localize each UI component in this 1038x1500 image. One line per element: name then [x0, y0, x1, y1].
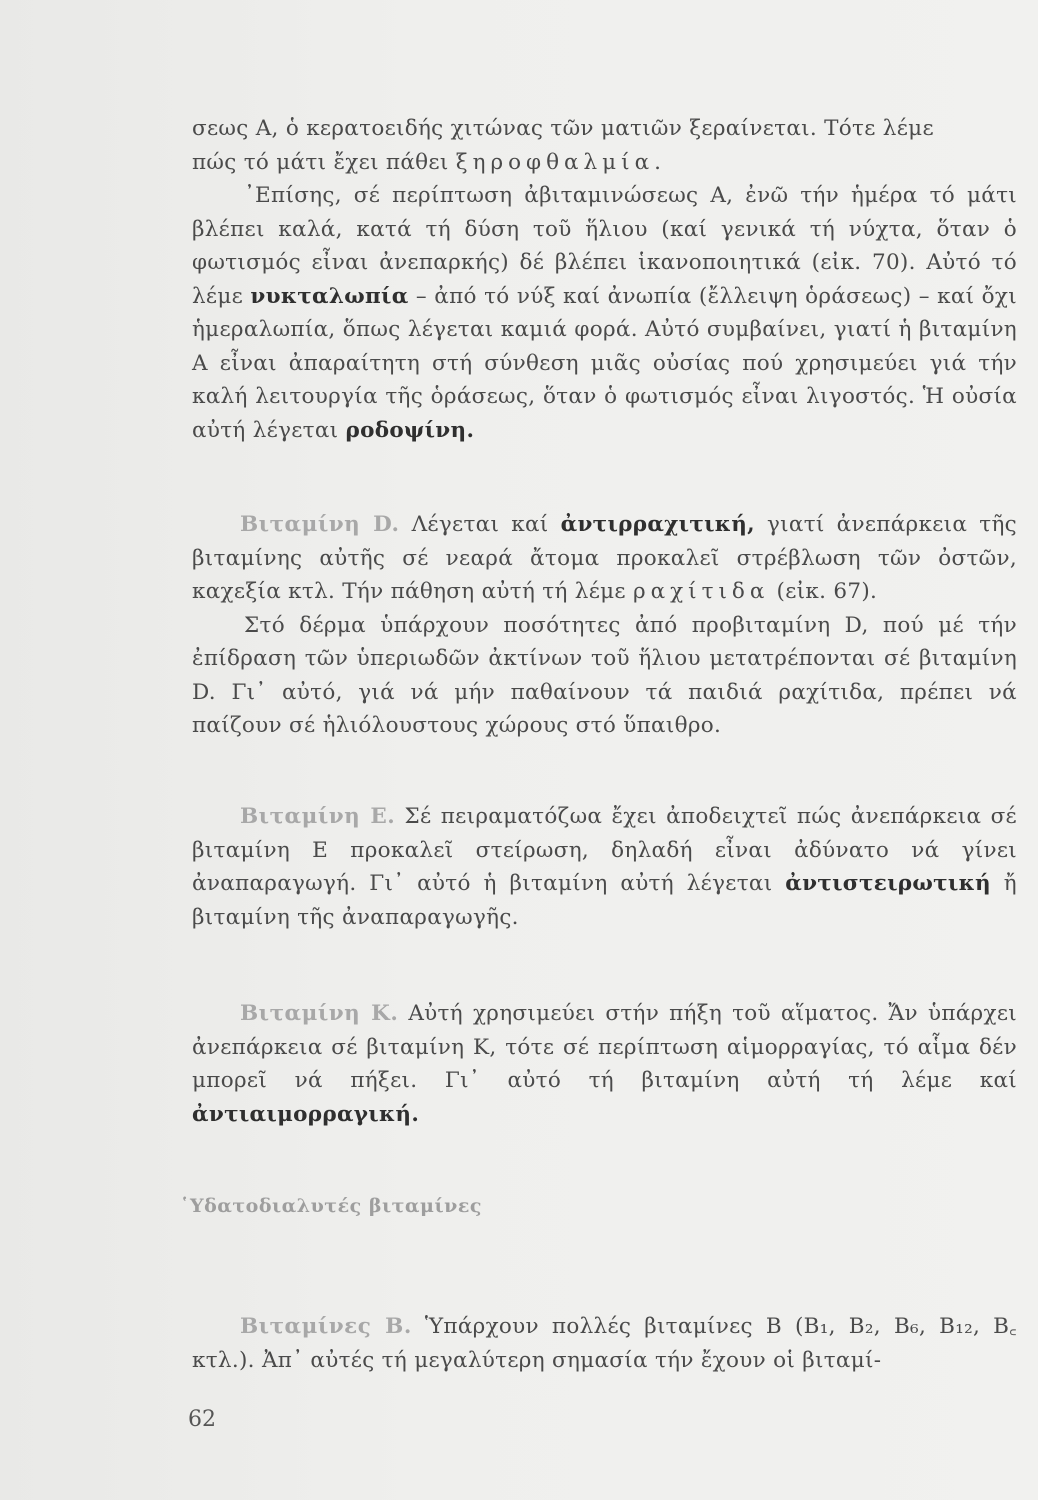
vitamin-d-skin: Στό δέρμα ὑπάρχουν ποσότητες ἀπό προβιταμίνη D, πού μέ τήν ἐπίδραση τῶν ὑπεριωδῶν ἀκτίνων τοῦ ἥλιου μετατρέπονται σέ βιταμίνη D. Γι᾿ αὐτό, γιά νά μήν παθαίνουν τά παιδιά ραχίτιδα, πρέπει νά παίζουν σέ ἡλιόλουστους χώρους στό ὕπαιθρο.	[192, 612, 1017, 738]
page-number: 62	[188, 1407, 216, 1432]
text-line: σεως Α, ὁ κερατοειδής χιτώνας τῶν ματιῶν ξεραίνεται. Τότε λέμε	[192, 116, 934, 141]
term-xerophthalmia: ξηροφθαλμία	[455, 149, 655, 175]
heading-vitamins-b: Βιταμίνες Β.	[240, 1314, 412, 1339]
text-segment: πώς τό μάτι ἔχει πάθει	[192, 149, 456, 175]
text-segment: Σέ πειραματόζωα ἔχει ἀποδειχτεῖ πώς ἀνεπάρκεια σέ βιταμίνη Ε προκαλεῖ στείρωση, δηλαδή εἶναι ἀδύνατο νά γίνει ἀναπαραγωγή. Γι᾿ αὐτό ἡ βιταμίνη αὐτή λέγεται	[192, 804, 1017, 896]
paragraph-vitamin-d	[192, 508, 1017, 743]
term-antihemorrhagic: ἀντιαιμορραγική.	[192, 1101, 420, 1127]
vitamins-b-text	[192, 1310, 1017, 1377]
text-segment: (εἰκ. 67).	[769, 579, 878, 604]
paragraph-vitamin-k	[192, 997, 1017, 1131]
text-segment: Ὑπάρχουν πολλές βιταμίνες Β (Β₁, Β₂, Β₆, Β₁₂, Β꜀ κτλ.). Ἀπ᾿ αὐτές τή μεγαλύτερη σημασία τήν ἔχουν οἱ βιταμί-	[192, 1314, 1018, 1373]
term-rickets: ραχίτιδα	[632, 579, 770, 604]
paragraph-vitamin-e	[192, 800, 1017, 934]
vitamin-e-text	[192, 800, 1017, 934]
section-title-water-soluble: ῾Υδατοδιαλυτές βιταμίνες	[180, 1195, 482, 1217]
vitamin-k-text	[192, 997, 1017, 1131]
term-nyctalopia: νυκταλωπία	[250, 283, 409, 309]
paragraph-vitamins-b	[192, 1310, 1017, 1377]
heading-vitamin-d: Βιταμίνη D.	[240, 512, 400, 537]
term-antisterility: ἀντιστειρωτική	[785, 871, 991, 896]
text-segment: .	[654, 149, 662, 175]
text-segment: Λέγεται καί	[399, 512, 561, 537]
text-segment: ἤ βιταμίνη τῆς ἀναπαραγωγῆς.	[192, 871, 1017, 930]
vitamin-d-intro	[192, 508, 1017, 609]
text-segment: Αὐτή χρησιμεύει στήν πήξη τοῦ αἵματος. Ἄν ὑπάρχει ἀνεπάρκεια σέ βιταμίνη Κ, τότε σέ περίπτωση αἱμορραγίας, τό αἷμα δέν μπορεῖ νά πήξει. Γι᾿ αὐτό τή βιταμίνη αὐτή τή λέμε καί	[192, 1001, 1017, 1093]
heading-vitamin-k: Βιταμίνη Κ.	[240, 1001, 399, 1026]
paragraph-vitamin-a	[192, 112, 1017, 447]
text-segment: γιατί ἀνεπάρκεια τῆς βιταμίνης αὐτῆς σέ νεαρά ἄτομα προκαλεῖ στρέβλωση τῶν ὀστῶν, καχεξία κτλ. Τήν πάθηση αὐτή τή λέμε	[192, 512, 1017, 604]
text-segment: ᾿Επίσης, σέ περίπτωση ἀβιταμινώσεως Α, ἐνῶ τήν ἡμέρα τό μάτι βλέπει καλά, κατά τή δύση τοῦ ἥλιου (καί γενικά τή νύχτα, ὅταν ὁ φωτισμός εἶναι ἀνεπαρκής) δέ βλέπει ἱκανοποιητικά (εἰκ. 70). Αὐτό τό λέμε	[192, 183, 1017, 309]
term-rhodopsin: ροδοψίνη.	[345, 417, 475, 443]
term-antirachitic: ἀντιρραχιτική,	[560, 512, 755, 537]
heading-vitamin-e: Βιταμίνη Ε.	[240, 804, 396, 829]
text-line	[192, 146, 1017, 180]
paragraph-night-blindness	[192, 179, 1017, 447]
text-segment: – ἀπό τό νύξ καί ἀνωπία (ἔλλειψη ὁράσεως) – καί ὄχι ἡμεραλωπία, ὅπως λέγεται καμιά φορά. Αὐτό συμβαίνει, γιατί ἡ βιταμίνη Α εἶναι ἀπαραίτητη στή σύνθεση μιᾶς οὐσίας πού χρησιμεύει γιά τήν καλή λειτουργία τῆς ὁράσεως, ὅταν ὁ φωτισμός εἶναι λιγοστός. Ἡ οὐσία αὐτή λέγεται	[192, 283, 1017, 443]
